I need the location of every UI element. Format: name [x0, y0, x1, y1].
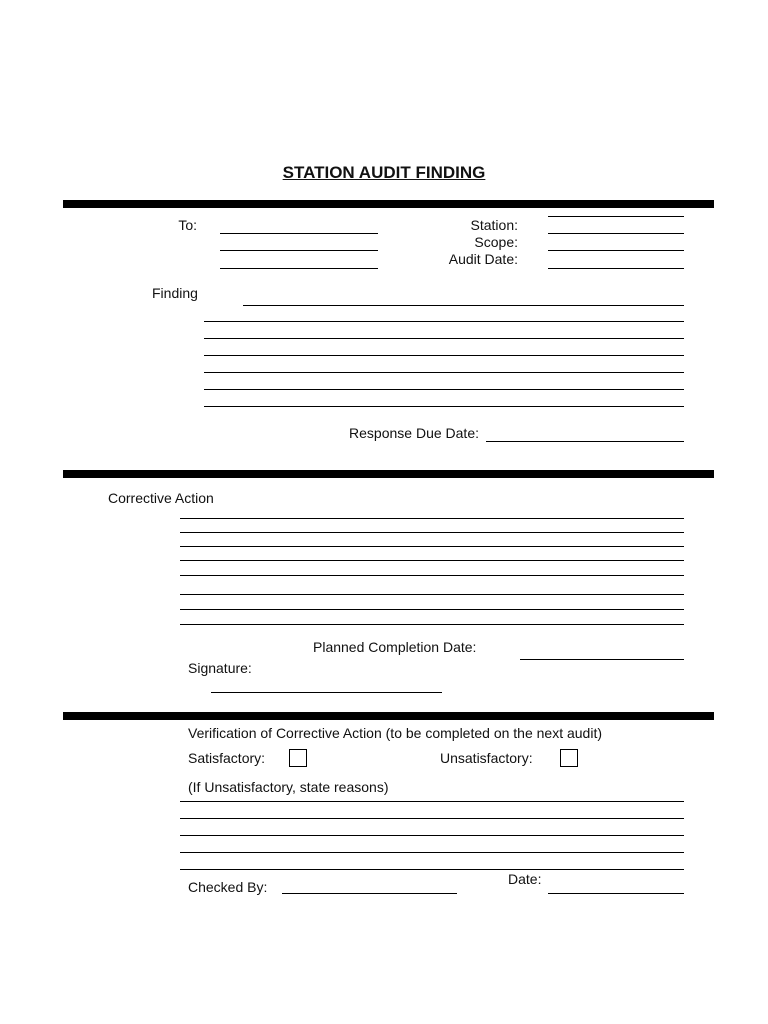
- unsatisfactory-checkbox[interactable]: [560, 749, 578, 767]
- signature-label: Signature:: [188, 660, 252, 676]
- to-field-line-1[interactable]: [220, 233, 378, 234]
- checked-by-field[interactable]: [282, 893, 457, 894]
- section-divider-verification: [63, 712, 714, 720]
- audit-date-label: Audit Date:: [448, 251, 518, 267]
- section-divider-corrective: [63, 470, 714, 478]
- finding-field-line-1[interactable]: [243, 305, 684, 306]
- scope-label: Scope:: [474, 234, 518, 250]
- corrective-field-line-8[interactable]: [180, 624, 684, 625]
- reasons-field-line-5[interactable]: [180, 869, 684, 870]
- finding-field-line-7[interactable]: [204, 406, 684, 407]
- unsatisfactory-label: Unsatisfactory:: [440, 750, 533, 766]
- response-due-date-field[interactable]: [486, 441, 684, 442]
- finding-field-line-3[interactable]: [204, 338, 684, 339]
- verification-heading: Verification of Corrective Action (to be completed on the next audit): [188, 725, 603, 741]
- corrective-action-label: Corrective Action: [108, 490, 214, 506]
- reasons-field-line-1[interactable]: [180, 801, 684, 802]
- corrective-field-line-2[interactable]: [180, 532, 684, 533]
- finding-field-line-6[interactable]: [204, 389, 684, 390]
- station-top-line: [548, 216, 684, 217]
- corrective-field-line-5[interactable]: [180, 575, 684, 576]
- audit-date-field[interactable]: [548, 268, 684, 269]
- to-field-line-3[interactable]: [220, 268, 378, 269]
- scope-field[interactable]: [548, 250, 684, 251]
- section-divider-top: [63, 200, 714, 208]
- corrective-field-line-1[interactable]: [180, 518, 684, 519]
- date-field[interactable]: [548, 893, 684, 894]
- planned-completion-date-label: Planned Completion Date:: [313, 639, 477, 655]
- station-field[interactable]: [548, 233, 684, 234]
- to-label: To:: [178, 217, 197, 233]
- corrective-field-line-7[interactable]: [180, 609, 684, 610]
- corrective-field-line-6[interactable]: [180, 594, 684, 595]
- reasons-field-line-3[interactable]: [180, 835, 684, 836]
- satisfactory-checkbox[interactable]: [289, 749, 307, 767]
- satisfactory-label: Satisfactory:: [188, 750, 266, 766]
- finding-field-line-5[interactable]: [204, 372, 684, 373]
- form-title: STATION AUDIT FINDING: [282, 163, 486, 182]
- response-due-date-label: Response Due Date:: [349, 425, 479, 441]
- finding-field-line-4[interactable]: [204, 355, 684, 356]
- signature-field[interactable]: [211, 692, 442, 693]
- reasons-field-line-2[interactable]: [180, 818, 684, 819]
- station-label: Station:: [470, 217, 518, 233]
- reasons-field-line-4[interactable]: [180, 852, 684, 853]
- finding-field-line-2[interactable]: [204, 321, 684, 322]
- corrective-field-line-4[interactable]: [180, 560, 684, 561]
- finding-label: Finding: [152, 285, 198, 301]
- date-label: Date:: [508, 871, 542, 887]
- to-field-line-2[interactable]: [220, 250, 378, 251]
- planned-completion-date-field[interactable]: [520, 659, 684, 660]
- reasons-label: (If Unsatisfactory, state reasons): [188, 779, 389, 795]
- checked-by-label: Checked By:: [188, 879, 268, 895]
- corrective-field-line-3[interactable]: [180, 546, 684, 547]
